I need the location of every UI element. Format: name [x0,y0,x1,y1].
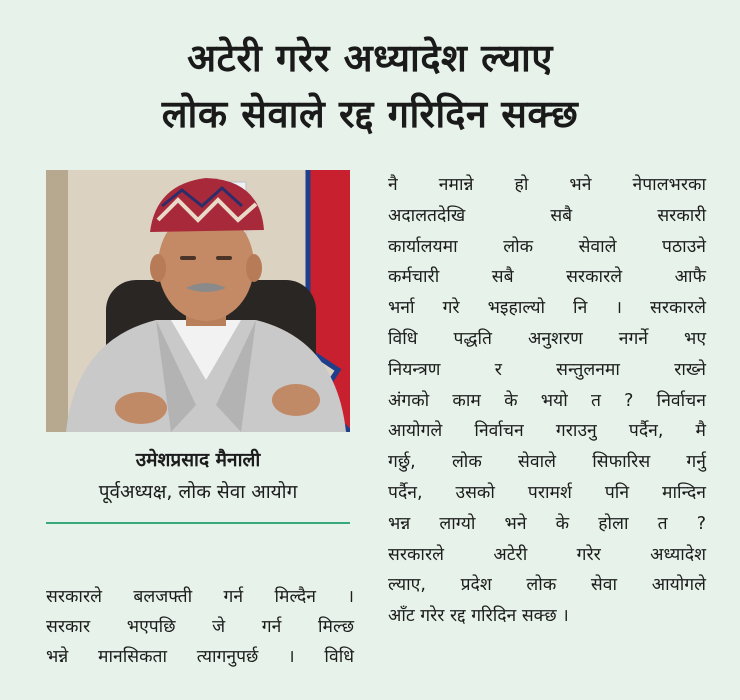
body-line: नियन्त्रण र सन्तुलनमा राख्ने [388,359,706,380]
portrait-photo [46,170,350,432]
headline [0,30,740,142]
body-line: नै नमान्ने हो भने नेपालभरका [388,175,706,195]
body-line: सरकारले बलजफ्ती गर्न मिल्दैन । [46,587,354,607]
body-line: पर्दैन, उसको परामर्श पनि मान्दिन [388,482,706,503]
body-line: सरकारले अटेरी गरेर अध्यादेश [388,544,706,565]
body-line: आयोगले निर्वाचन गराउनु पर्दैन, मै [388,421,706,442]
body-line: सरकार भएपछि जे गर्न मिल्छ [46,617,354,637]
headline-line-2: लोक सेवाले रद्द गरिदिन सक्छ [161,92,579,136]
body-line: कर्मचारी सबै सरकारले आफै [388,267,706,288]
body-column-right [388,170,706,632]
headline-line-1: अटेरी गरेर अध्यादेश ल्याए [187,36,553,80]
body-line: आँट गरेर रद्द गरिदिन सक्छ । [388,606,569,627]
body-line: भन्न लाग्यो भने के होला त ? [388,513,706,534]
caption-name: उमेशप्रसाद मैनाली [135,449,261,471]
body-line: विधि पद्धति अनुशरण नगर्ने भए [388,328,706,349]
body-line: ल्याए, प्रदेश लोक सेवा आयोगले [388,575,706,596]
body-line: अदालतदेखि सबै सरकारी [388,205,706,226]
caption-role: पूर्वअध्यक्ष, लोक सेवा आयोग [98,481,298,503]
caption-divider [46,522,350,524]
portrait-illustration [46,170,350,432]
body-line: भर्ना गरे भइहाल्यो नि । सरकारले [388,298,706,319]
body-line: कार्यालयमा लोक सेवाले पठाउने [388,236,706,257]
body-line: गर्छु, लोक सेवाले सिफारिस गर्नु [388,452,706,473]
body-line: भन्ने मानसिकता त्यागनुपर्छ । विधि [46,647,354,667]
body-line: अंगको काम के भयो त ? निर्वाचन [388,390,706,411]
body-column-left [46,582,354,672]
